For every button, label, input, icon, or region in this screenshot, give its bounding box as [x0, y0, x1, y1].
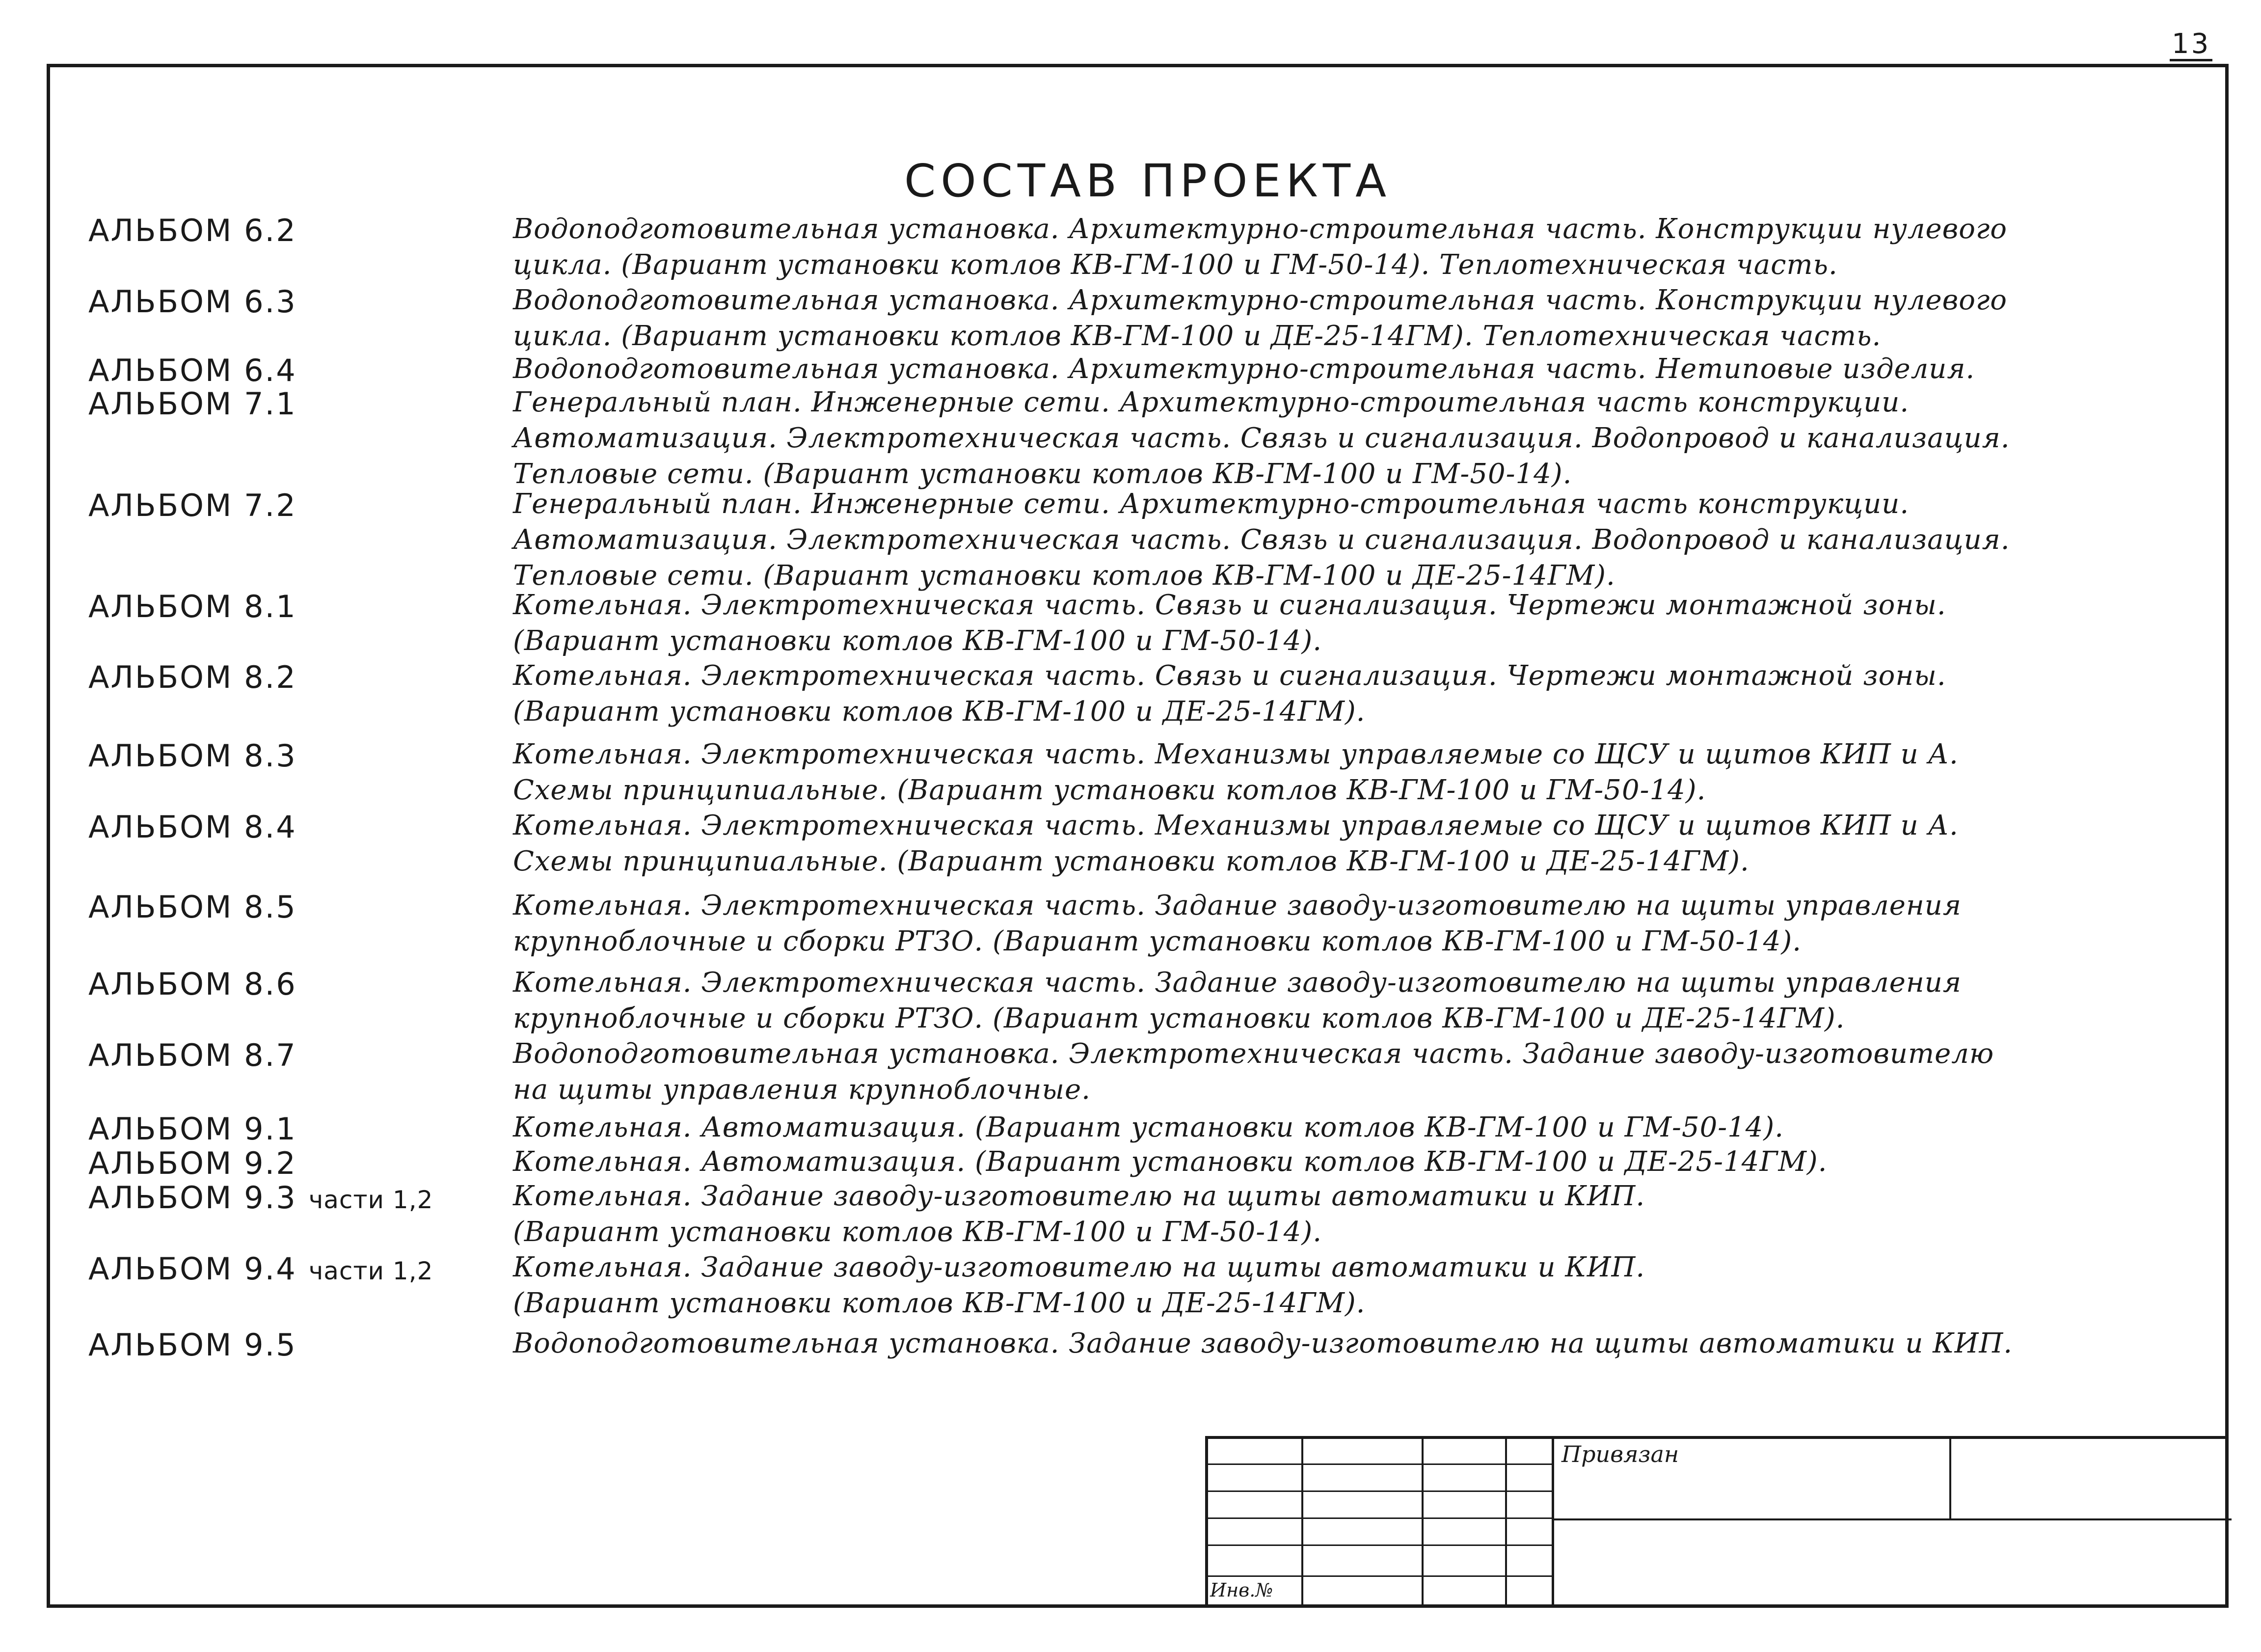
album-number: [88, 1249, 433, 1291]
description-line: Котельная. Автоматизация. (Вариант установки котлов КВ-ГМ-100 и ГМ-50-14).: [513, 1111, 1784, 1143]
description-line: Водоподготовительная установка. Архитектурно-строительная часть. Конструкции нулевого: [513, 284, 2007, 316]
album-label: АЛЬБОМ 9.3: [88, 1180, 297, 1216]
title-block-line: [1208, 1463, 1552, 1465]
album-description: [513, 965, 2216, 1036]
description-line: Схемы принципиальные. (Вариант установки котлов КВ-ГМ-100 и ГМ-50-14).: [513, 774, 1706, 806]
album-description: [513, 1144, 2216, 1180]
album-parts: части 1,2: [308, 1186, 433, 1214]
album-number: [88, 736, 297, 776]
description-line: на щиты управления крупноблочные.: [513, 1074, 1091, 1106]
album-label: АЛЬБОМ 9.5: [88, 1327, 297, 1363]
description-line: Генеральный план. Инженерные сети. Архитектурно-строительная часть конструкции.: [513, 488, 1910, 520]
album-number: [88, 384, 297, 424]
description-line: Котельная. Электротехническая часть. Задание заводу-изготовителю на щиты управления: [513, 967, 1962, 999]
album-label: АЛЬБОМ 9.4: [88, 1251, 297, 1287]
album-label: АЛЬБОМ 9.2: [88, 1145, 297, 1181]
album-description: [513, 1110, 2216, 1145]
album-description: [513, 351, 2216, 387]
album-description: [513, 658, 2216, 730]
album-description: [513, 587, 2216, 659]
description-line: Котельная. Электротехническая часть. Механизмы управляемые со ЩСУ и щитов КИП и А.: [513, 810, 1959, 841]
title-block-line: [1208, 1575, 1552, 1577]
album-description: [513, 1178, 2216, 1250]
album-number: [88, 587, 297, 626]
album-label: АЛЬБОМ 7.2: [88, 487, 297, 523]
title-block-line: [1949, 1439, 1951, 1520]
album-number: [88, 965, 297, 1004]
description-line: Генеральный план. Инженерные сети. Архитектурно-строительная часть конструкции.: [513, 386, 1910, 418]
album-number: [88, 282, 297, 322]
description-line: Котельная. Задание заводу-изготовителю на щиты автоматики и КИП.: [513, 1180, 1645, 1212]
album-label: АЛЬБОМ 8.2: [88, 659, 297, 695]
album-label: АЛЬБОМ 6.3: [88, 284, 297, 320]
description-line: (Вариант установки котлов КВ-ГМ-100 и ГМ-50-14).: [513, 625, 1322, 657]
album-label: АЛЬБОМ 8.1: [88, 589, 297, 624]
album-label: АЛЬБОМ 8.5: [88, 889, 297, 925]
album-description: [513, 736, 2216, 808]
description-line: Котельная. Электротехническая часть. Задание заводу-изготовителю на щиты управления: [513, 890, 1962, 921]
description-line: крупноблочные и сборки РТЗО. (Вариант установки котлов КВ-ГМ-100 и ГМ-50-14).: [513, 925, 1802, 957]
title-block-line: [1208, 1544, 1552, 1546]
page-title: СОСТАВ ПРОЕКТА: [904, 155, 1392, 207]
description-line: Котельная. Электротехническая часть. Связь и сигнализация. Чертежи монтажной зоны.: [513, 660, 1946, 692]
album-label: АЛЬБОМ 8.7: [88, 1037, 297, 1073]
album-description: [513, 888, 2216, 959]
description-line: Водоподготовительная установка. Архитектурно-строительная часть. Конструкции нулевого: [513, 213, 2007, 245]
album-label: АЛЬБОМ 6.4: [88, 352, 297, 388]
album-parts: части 1,2: [308, 1257, 433, 1285]
description-line: Автоматизация. Электротехническая часть. Связь и сигнализация. Водопровод и канализация.: [513, 422, 2010, 454]
description-line: Водоподготовительная установка. Электротехническая часть. Задание заводу-изготовителю: [513, 1038, 1994, 1070]
title-block-line: [1552, 1439, 1554, 1608]
album-description: [513, 808, 2216, 879]
album-description: [513, 282, 2216, 354]
description-line: Водоподготовительная установка. Архитектурно-строительная часть. Нетиповые изделия.: [513, 353, 1975, 385]
album-description: [513, 1326, 2216, 1361]
description-line: Котельная. Электротехническая часть. Механизмы управляемые со ЩСУ и щитов КИП и А.: [513, 738, 1959, 770]
album-number: [88, 1110, 297, 1149]
description-line: Котельная. Электротехническая часть. Связь и сигнализация. Чертежи монтажной зоны.: [513, 589, 1946, 621]
description-line: (Вариант установки котлов КВ-ГМ-100 и ГМ-50-14).: [513, 1216, 1322, 1248]
album-label: АЛЬБОМ 8.6: [88, 966, 297, 1002]
album-number: [88, 1144, 297, 1183]
description-line: (Вариант установки котлов КВ-ГМ-100 и ДЕ-25-14ГМ).: [513, 696, 1366, 728]
album-description: [513, 384, 2216, 492]
description-line: Тепловые сети. (Вариант установки котлов КВ-ГМ-100 и ДЕ-25-14ГМ).: [513, 560, 1615, 592]
album-description: [513, 1249, 2216, 1321]
album-number: [88, 888, 297, 927]
description-line: (Вариант установки котлов КВ-ГМ-100 и ДЕ-25-14ГМ).: [513, 1287, 1366, 1319]
description-line: цикла. (Вариант установки котлов КВ-ГМ-100 и ДЕ-25-14ГМ). Теплотехническая часть.: [513, 320, 1882, 352]
description-line: Водоподготовительная установка. Задание заводу-изготовителю на щиты автоматики и КИП.: [513, 1327, 2013, 1359]
description-line: цикла. (Вариант установки котлов КВ-ГМ-100 и ГМ-50-14). Теплотехническая часть.: [513, 249, 1838, 281]
description-line: крупноблочные и сборки РТЗО. (Вариант установки котлов КВ-ГМ-100 и ДЕ-25-14ГМ).: [513, 1002, 1845, 1034]
album-label: АЛЬБОМ 8.3: [88, 738, 297, 774]
description-line: Автоматизация. Электротехническая часть. Связь и сигнализация. Водопровод и канализация.: [513, 524, 2010, 556]
description-line: Котельная. Задание заводу-изготовителю на щиты автоматики и КИП.: [513, 1251, 1645, 1283]
album-description: [513, 486, 2216, 594]
title-block-line: [1208, 1517, 1552, 1519]
album-description: [513, 211, 2216, 283]
album-label: АЛЬБОМ 9.1: [88, 1111, 297, 1147]
album-number: [88, 211, 297, 250]
album-number: [88, 1178, 433, 1219]
album-number: [88, 1326, 297, 1365]
album-label: АЛЬБОМ 7.1: [88, 386, 297, 422]
inventory-number-label: Инв.№: [1210, 1579, 1273, 1601]
description-line: Тепловые сети. (Вариант установки котлов КВ-ГМ-100 и ГМ-50-14).: [513, 458, 1572, 490]
album-label: АЛЬБОМ 8.4: [88, 809, 297, 845]
album-number: [88, 658, 297, 697]
album-number: [88, 808, 297, 847]
privyazan-label: Привязан: [1561, 1441, 1679, 1467]
title-block: [1205, 1436, 2229, 1608]
title-block-line: [1552, 1518, 2232, 1520]
album-description: [513, 1036, 2216, 1108]
page-number: 13: [2170, 29, 2212, 61]
title-block-line: [1208, 1490, 1552, 1492]
description-line: Котельная. Автоматизация. (Вариант установки котлов КВ-ГМ-100 и ДЕ-25-14ГМ).: [513, 1146, 1828, 1178]
album-label: АЛЬБОМ 6.2: [88, 213, 297, 248]
album-number: [88, 1036, 297, 1075]
description-line: Схемы принципиальные. (Вариант установки котлов КВ-ГМ-100 и ДЕ-25-14ГМ).: [513, 845, 1750, 877]
album-number: [88, 486, 297, 525]
